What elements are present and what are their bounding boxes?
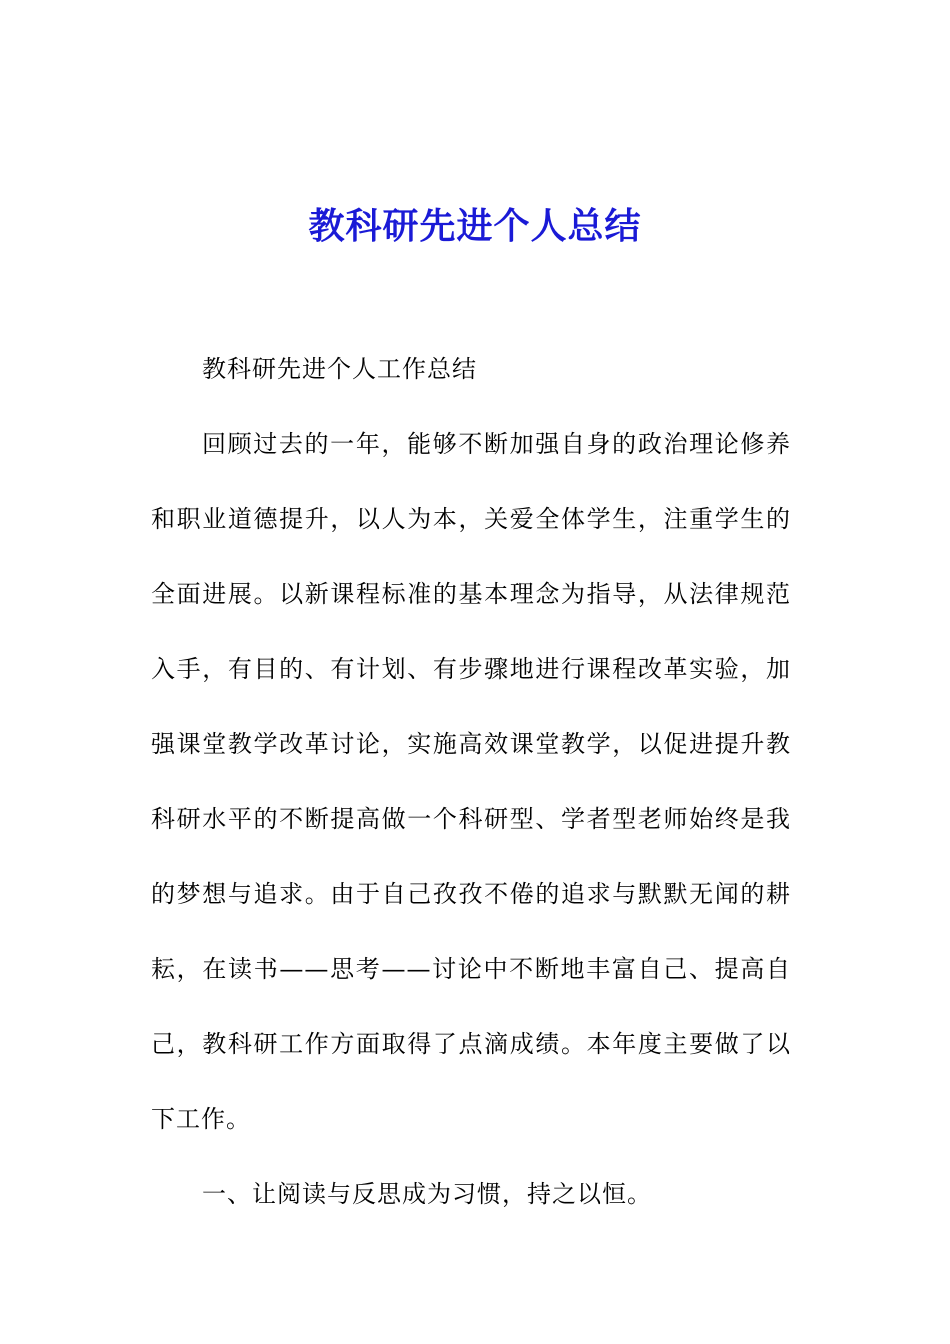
paragraph-section-one: 一、让阅读与反思成为习惯，持之以恒。 [202,1180,652,1208]
document-title: 教科研先进个人总结 [308,205,642,248]
paragraph-heading: 教科研先进个人工作总结 [202,355,477,383]
document-body [151,332,791,1232]
paragraph-review: 回顾过去的一年，能够不断加强自身的政治理论修养和职业道德提升，以人为本，关爱全体学生，注重学生的全面进展。以新课程标准的基本理念为指导，从法律规范入手，有目的、有计划、有步骤地进行课程改革实验，加强课堂教学改革讨论，实施高效课堂教学，以促进提升教科研水平的不断提高做一个科研型、学者型老师始终是我的梦想与追求。由于自己孜孜不倦的追求与默默无闻的耕耘，在读书——思考——讨论中不断地丰富自己、提高自己，教科研工作方面取得了点滴成绩。本年度主要做了以下工作。 [151,430,791,1133]
